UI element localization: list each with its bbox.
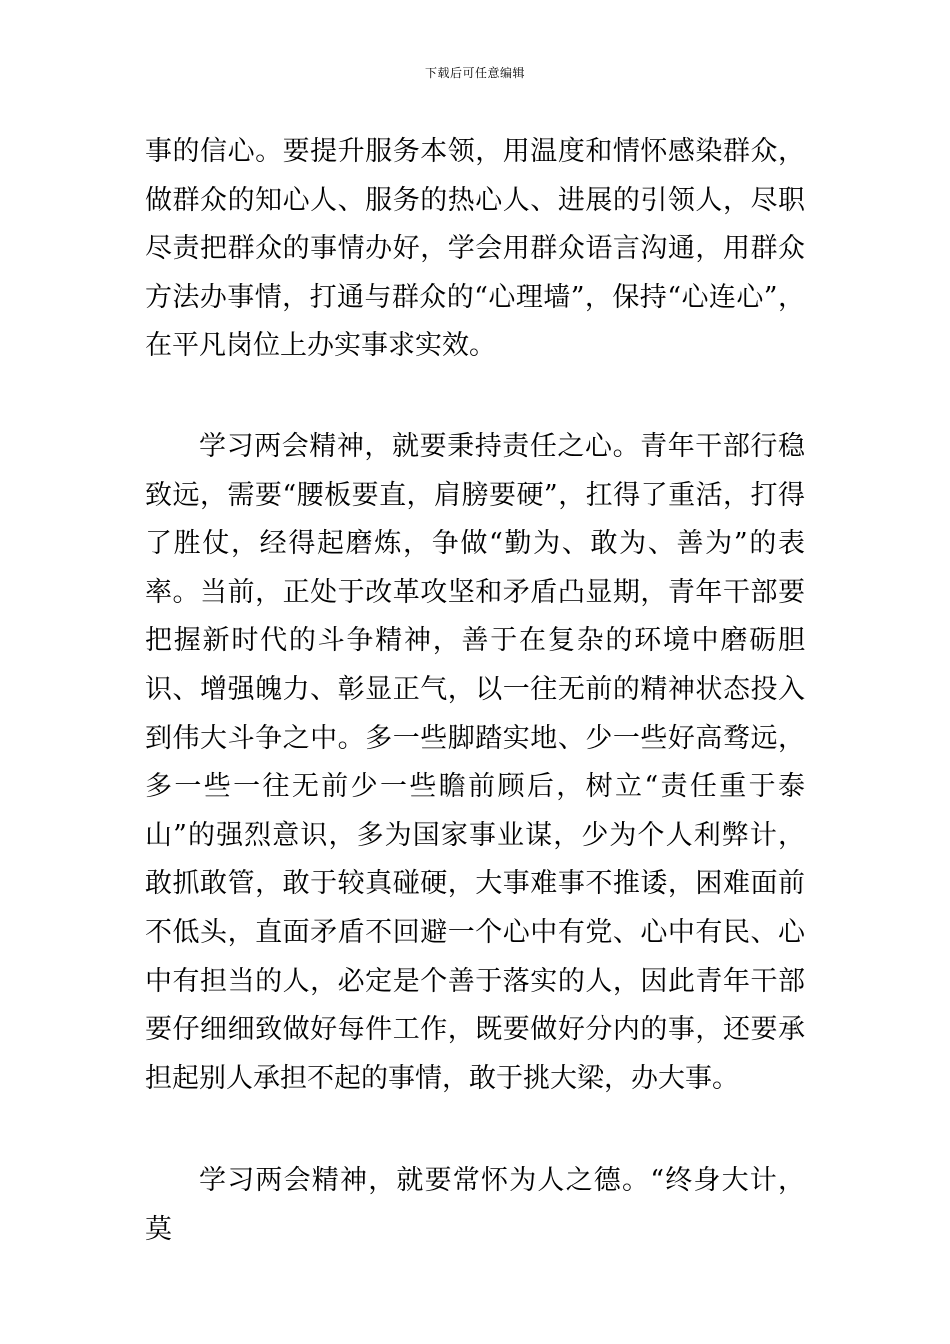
page-header: 下载后可任意编辑 — [424, 66, 525, 80]
paragraph-continuation: 事的信心。要提升服务本领，用温度和情怀感染群众，做群众的知心人、服务的热心人、进展的引领人，尽职尽责把群众的事情办好，学会用群众语言沟通，用群众方法办事情，打通与群众的“心理墙”，保持“心连心”，在平凡岗位上办实事求实效。 — [145, 136, 805, 362]
paragraph-virtue: 学习两会精神，就要常怀为人之德。“终身大计，莫 — [145, 1165, 805, 1245]
paragraph-responsibility: 学习两会精神，就要秉持责任之心。青年干部行稳致远，需要“腰板要直，肩膀要硬”，扛得了重活，打得了胜仗，经得起磨炼，争做“勤为、敢为、善为”的表率。当前，正处于改革攻坚和矛盾凸显期，青年干部要把握新时代的斗争精神，善于在复杂的环境中磨砺胆识、增强魄力、彰显正气，以一往无前的精神状态投入到伟大斗争之中。多一些脚踏实地、少一些好高骛远，多一些一往无前少一些瞻前顾后，树立“责任重于泰山”的强烈意识，多为国家事业谋，少为个人利弊计，敢抓敢管，敢于较真碰硬，大事难事不推诿，困难面前不低头，直面矛盾不回避一个心中有党、心中有民、心中有担当的人，必定是个善于落实的人，因此青年干部要仔细细致做好每件工作，既要做好分内的事，还要承担起别人承担不起的事情，敢于挑大梁，办大事。 — [145, 431, 805, 1094]
